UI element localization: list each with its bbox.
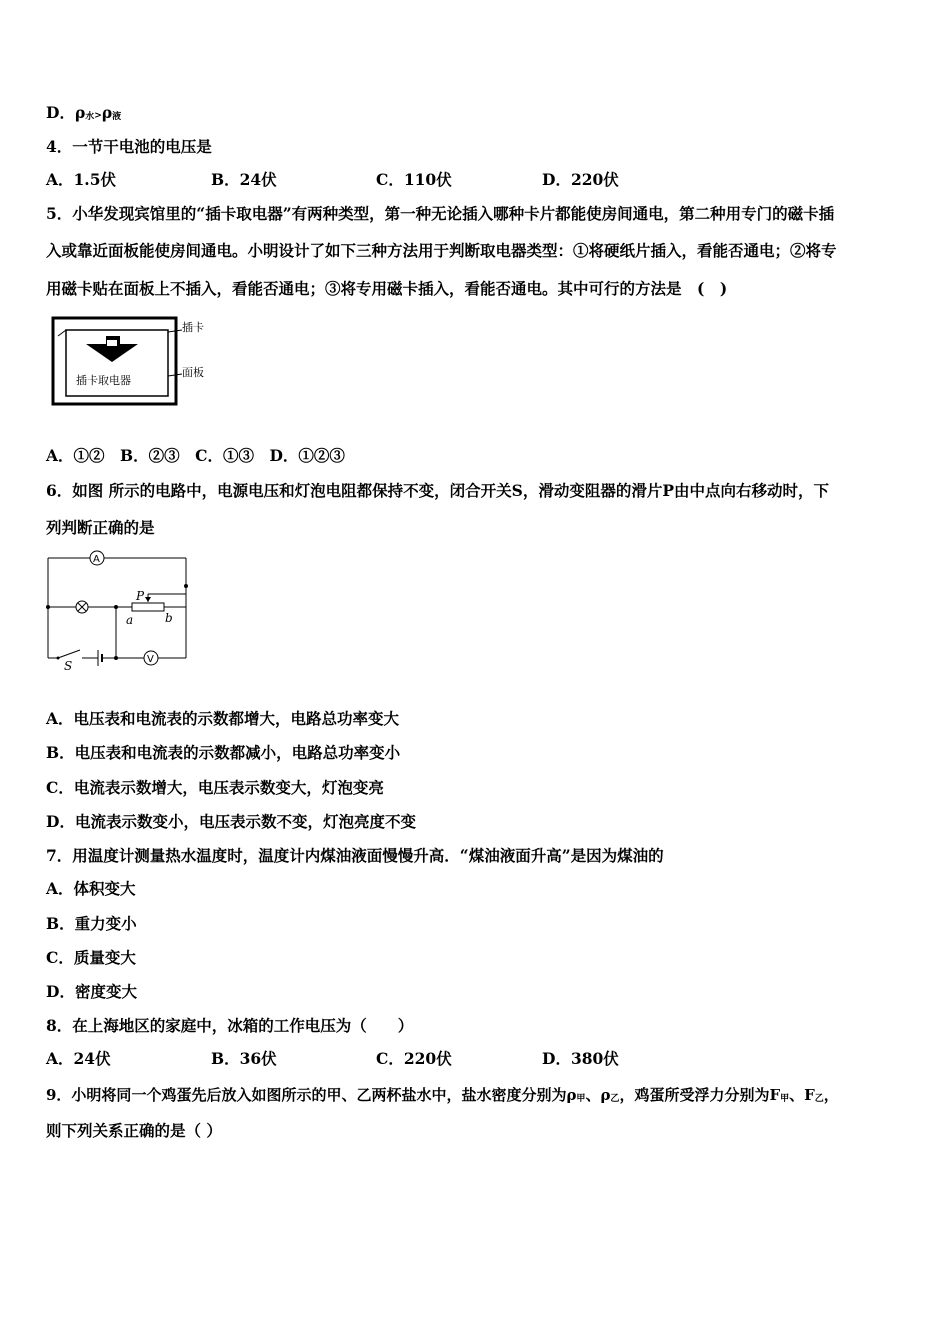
q5-options: A．①② B．②③ C．①③ D．①②③	[46, 446, 345, 465]
end-a-label: a	[126, 613, 134, 627]
q8-option-b: B．36伏	[211, 1049, 277, 1068]
q7-option-b: B．重力变小	[46, 914, 137, 933]
device-label: 插卡取电器	[76, 374, 131, 387]
q7-stem: 7．用温度计测量热水温度时，温度计内煤油液面慢慢升高．“煤油液面升高”是因为煤油的	[46, 846, 664, 865]
q6-option-a: A．电压表和电流表的示数都增大，电路总功率变大	[46, 709, 400, 728]
q6-stem-line2: 列判断正确的是	[46, 518, 155, 537]
q6-option-b: B．电压表和电流表的示数都减小，电路总功率变小	[46, 743, 401, 762]
ammeter-label: A	[93, 554, 100, 565]
q4-option-d: D．220伏	[542, 170, 619, 189]
end-b-label: b	[165, 611, 173, 625]
circuit-diagram	[44, 546, 194, 676]
q6-option-d: D．电流表示数变小，电压表示数不变，灯泡亮度不变	[46, 812, 416, 831]
q8-option-c: C．220伏	[376, 1049, 452, 1068]
q4-stem: 4．一节干电池的电压是	[46, 137, 212, 156]
q7-option-c: C．质量变大	[46, 948, 136, 967]
q7-option-d: D．密度变大	[46, 982, 137, 1001]
switch-label: S	[64, 659, 73, 673]
q3-option-d: D．$\rho_水>\rho_液$	[46, 103, 122, 122]
panel-label: 面板	[182, 366, 204, 379]
q6-stem-line1: 6．如图 所示的电路中，电源电压和灯泡电阻都保持不变，闭合开关S，滑动变阻器的滑片P由中点向右移动时，下	[46, 481, 830, 500]
q5-stem-line3: 用磁卡贴在面板上不插入，看能否通电；③将专用磁卡插入，看能否通电。其中可行的方法是 ( )	[46, 279, 728, 298]
q8-option-a: A．24伏	[46, 1049, 111, 1068]
card-power-switch-figure	[48, 314, 218, 410]
q4-option-a: A．1.5伏	[46, 170, 116, 189]
slider-label: P	[136, 589, 145, 603]
q6-option-c: C．电流表示数增大，电压表示数变大，灯泡变亮	[46, 778, 384, 797]
q7-option-a: A．体积变大	[46, 879, 136, 898]
q4-option-c: C．110伏	[376, 170, 452, 189]
q4-option-b: B．24伏	[211, 170, 277, 189]
card-label: 插卡	[182, 321, 204, 334]
q9-stem-line1: 9．小明将同一个鸡蛋先后放入如图所示的甲、乙两杯盐水中，盐水密度分别为$\rho_甲$、$\rho_乙$，鸡蛋所受浮力分别为$F_甲$、$F_乙$，	[46, 1086, 839, 1104]
q8-stem: 8．在上海地区的家庭中，冰箱的工作电压为（ ）	[46, 1016, 414, 1035]
voltmeter-label: V	[147, 654, 154, 665]
q5-stem-line1: 5．小华发现宾馆里的“插卡取电器”有两种类型，第一种无论插入哪种卡片都能使房间通电，第二种用专门的磁卡插	[46, 204, 835, 223]
q5-stem-line2: 入或靠近面板能使房间通电。小明设计了如下三种方法用于判断取电器类型：①将硬纸片插入，看能否通电；②将专	[46, 241, 837, 260]
q8-option-d: D．380伏	[542, 1049, 619, 1068]
q9-stem-line2: 则下列关系正确的是（ ）	[46, 1121, 222, 1140]
